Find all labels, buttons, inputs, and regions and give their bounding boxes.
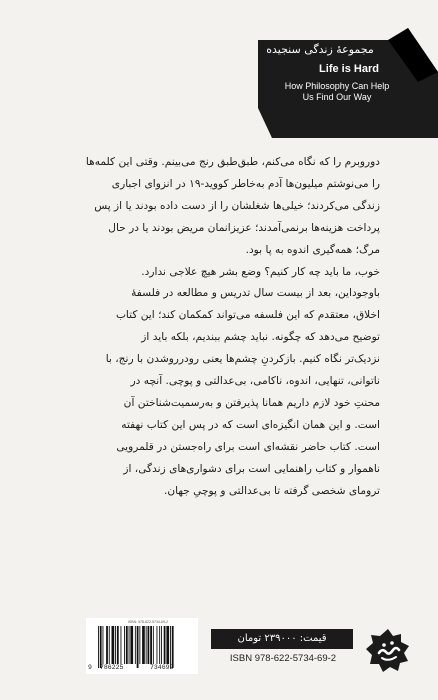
barcode-bar [166,626,169,664]
barcode-bar [129,626,130,664]
barcode-bar [139,626,140,664]
barcode-left-digits: 786225 [100,664,124,671]
blurb-line: است. و این همان انگیزه‌ای است که در پس این کتاب نهفته [121,418,380,431]
barcode-bar [150,626,152,664]
english-subtitle-line-2: Us Find Our Way [302,92,372,102]
barcode-bar [117,626,119,664]
barcode-right-digits: 734692 [150,664,174,671]
english-subtitle-line-1: How Philosophy Can Help [284,81,390,91]
blurb-line: زندگی می‌کردند؛ خیلی‌ها شغلشان را از دست داده بودند یا از پس [94,199,380,212]
price-label: قیمت: ۲۳۹۰۰۰ تومان [211,629,353,649]
barcode-bar [157,626,158,664]
blurb-line: ترومای شخصی گرفته تا بی‌عدالتی و پوچیِ جهان. [164,484,380,497]
blurb-line: نزدیک‌تر نگاه کنیم. بازکردنِ چشم‌ها یعنی رودرروشدن با رنج، با [105,353,380,366]
barcode-bar [100,626,102,668]
publisher-logo-icon [366,628,410,672]
barcode-bar [172,626,174,668]
english-subtitle [262,81,412,103]
blurb-line: باوجوداین، بعد از بیست سال تدریس و مطالعه در فلسفهٔ [131,287,380,300]
isbn-number: ISBN 978-622-5734-69-2 [229,653,337,664]
barcode-bar [121,626,122,664]
barcode-bar [109,626,110,664]
blurb-line: توضیح می‌دهد که چگونه. نباید چشم ببندیم، بلکه باید از [141,331,380,344]
barcode-bar [106,626,108,664]
blurb-line: محنتِ خود لازم داریم همانا پذیرفتن و به‌رسمیت‌شناختن آن [123,396,380,409]
blurb-line: مرگ؛ همه‌گیری اندوه به پا بود. [245,243,380,256]
barcode-bar [159,626,160,664]
barcode-bar [137,626,139,668]
barcode-bar [153,626,154,664]
barcode-bar [146,626,147,664]
barcode-bar [124,626,125,664]
blurb-line: را می‌نوشتم میلیون‌ها آدم به‌خاطر کووید-۱۹ در انزوای اجباری [111,177,380,190]
barcode-bar [135,626,136,664]
barcode-bar [148,626,150,664]
barcode-bar [112,626,115,664]
barcode-first-digit: 9 [88,664,92,671]
barcode-bar [126,626,128,664]
blurb-line: دوروبرم را که نگاه می‌کنم، طبق‌طبق رنج می‌بینم. وقتی این کلمه‌ها [85,156,380,168]
barcode-bar [164,626,166,664]
barcode-bar [98,626,99,668]
barcode-bar [130,626,133,664]
blurb-line: خوب، ما باید چه کار کنیم؟ وضع بشر هیچ علاجی ندارد. [141,265,380,278]
blurb-line: است. کتاب حاضر نقشه‌ای است برای راه‌جستن در قلمرویی [116,440,380,453]
barcode-bar [161,626,162,664]
blurb-line: پرداخت هزینه‌ها برنمی‌آمدند؛ عزیزانمان مریض بودند یا در حال [108,221,380,234]
barcode-bar [103,626,104,664]
blurb-line: ناهموار و کتاب راهنمایی است برای دشواری‌های زندگی، از [123,462,380,475]
barcode-bar [115,626,116,664]
barcode-caption: ISBN: 978-622-5734-69-2 [127,620,169,624]
english-title: Life is Hard [319,63,379,75]
blurb-line: اخلاق، معتقدم که این فلسفه می‌تواند کمکمان کند؛ این کتاب [115,309,380,322]
barcode-bar [170,626,171,668]
barcode-bar [142,626,145,664]
blurb-line: ناتوانی، تنهایی، اندوه، ناکامی، بی‌عدالتی و پوچی. آنچه در [130,375,380,388]
blurb-text [58,152,380,503]
series-label: مجموعهٔ زندگی سنجیده [266,43,374,56]
